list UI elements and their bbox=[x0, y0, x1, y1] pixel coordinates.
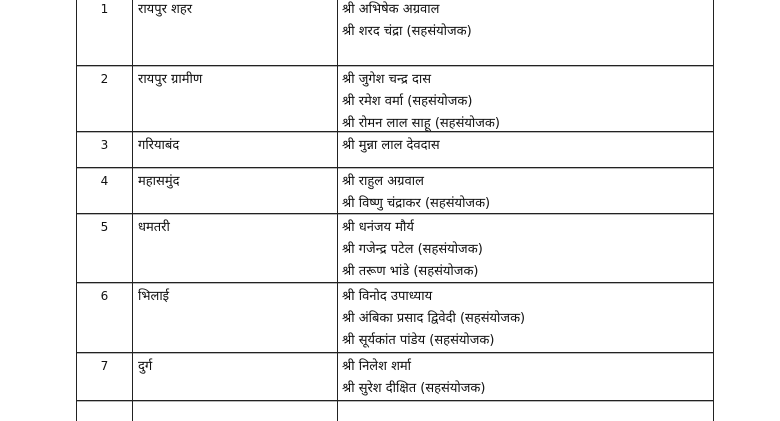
coordinator-names bbox=[337, 353, 713, 400]
coordinator-name: श्री धनंजय मौर्य bbox=[342, 220, 414, 235]
coordinator-names bbox=[337, 132, 713, 167]
coordinator-name: श्री तरूण भांडे (सहसंयोजक) bbox=[342, 264, 479, 279]
coordinator-name: श्री जुगेश चन्द्र दास bbox=[342, 72, 432, 87]
row-number-empty bbox=[77, 401, 132, 421]
table-row bbox=[77, 132, 713, 168]
coordinator-name: श्री मुन्ना लाल देवदास bbox=[342, 138, 440, 153]
coordinator-name: श्री सुरेश दीक्षित (सहसंयोजक) bbox=[342, 381, 486, 396]
coordinator-names bbox=[337, 0, 713, 65]
coordinator-name: श्री अभिषेक अग्रवाल bbox=[342, 2, 440, 17]
district-name: महासमुंद bbox=[132, 168, 337, 213]
coordinator-name: श्री शरद चंद्रा (सहसंयोजक) bbox=[342, 24, 472, 39]
table-row-partial bbox=[77, 401, 713, 421]
row-number: 5 bbox=[100, 220, 109, 234]
district-name: दुर्ग bbox=[132, 353, 337, 400]
row-number: 3 bbox=[100, 138, 109, 152]
coordinator-name: श्री रोमन लाल साहू (सहसंयोजक) bbox=[342, 116, 500, 131]
coordinator-name: श्री रमेश वर्मा (सहसंयोजक) bbox=[342, 94, 473, 109]
row-number: 1 bbox=[100, 2, 109, 16]
table-row bbox=[77, 66, 713, 132]
table-row bbox=[77, 214, 713, 283]
district-coordinators-table bbox=[76, 0, 714, 421]
district-name: रायपुर ग्रामीण bbox=[132, 66, 337, 131]
table-row bbox=[77, 353, 713, 401]
coordinator-name: श्री राहुल अग्रवाल bbox=[342, 174, 424, 189]
coordinator-names-empty bbox=[337, 401, 713, 421]
row-number: 4 bbox=[100, 174, 109, 188]
coordinator-name: श्री निलेश शर्मा bbox=[342, 359, 412, 374]
coordinator-name: श्री विष्णु चंद्राकर (सहसंयोजक) bbox=[342, 196, 491, 211]
row-number: 6 bbox=[100, 289, 109, 303]
coordinator-name: श्री अंबिका प्रसाद द्विवेदी (सहसंयोजक) bbox=[342, 311, 526, 326]
coordinator-names bbox=[337, 66, 713, 131]
district-name: गरियाबंद bbox=[132, 132, 337, 167]
district-name: धमतरी bbox=[132, 214, 337, 282]
coordinator-name: श्री विनोद उपाध्याय bbox=[342, 289, 433, 304]
district-name: रायपुर शहर bbox=[132, 0, 337, 65]
row-number: 7 bbox=[100, 359, 109, 373]
district-name: भिलाई bbox=[132, 283, 337, 352]
table-row bbox=[77, 283, 713, 353]
coordinator-name: श्री गजेन्द्र पटेल (सहसंयोजक) bbox=[342, 242, 483, 257]
coordinator-name: श्री सूर्यकांत पांडेय (सहसंयोजक) bbox=[342, 333, 495, 348]
district-name-empty bbox=[132, 401, 337, 421]
row-number: 2 bbox=[100, 72, 109, 86]
table-row bbox=[77, 0, 713, 66]
table-row bbox=[77, 168, 713, 214]
coordinator-names bbox=[337, 214, 713, 282]
coordinator-names bbox=[337, 168, 713, 213]
coordinator-names bbox=[337, 283, 713, 352]
